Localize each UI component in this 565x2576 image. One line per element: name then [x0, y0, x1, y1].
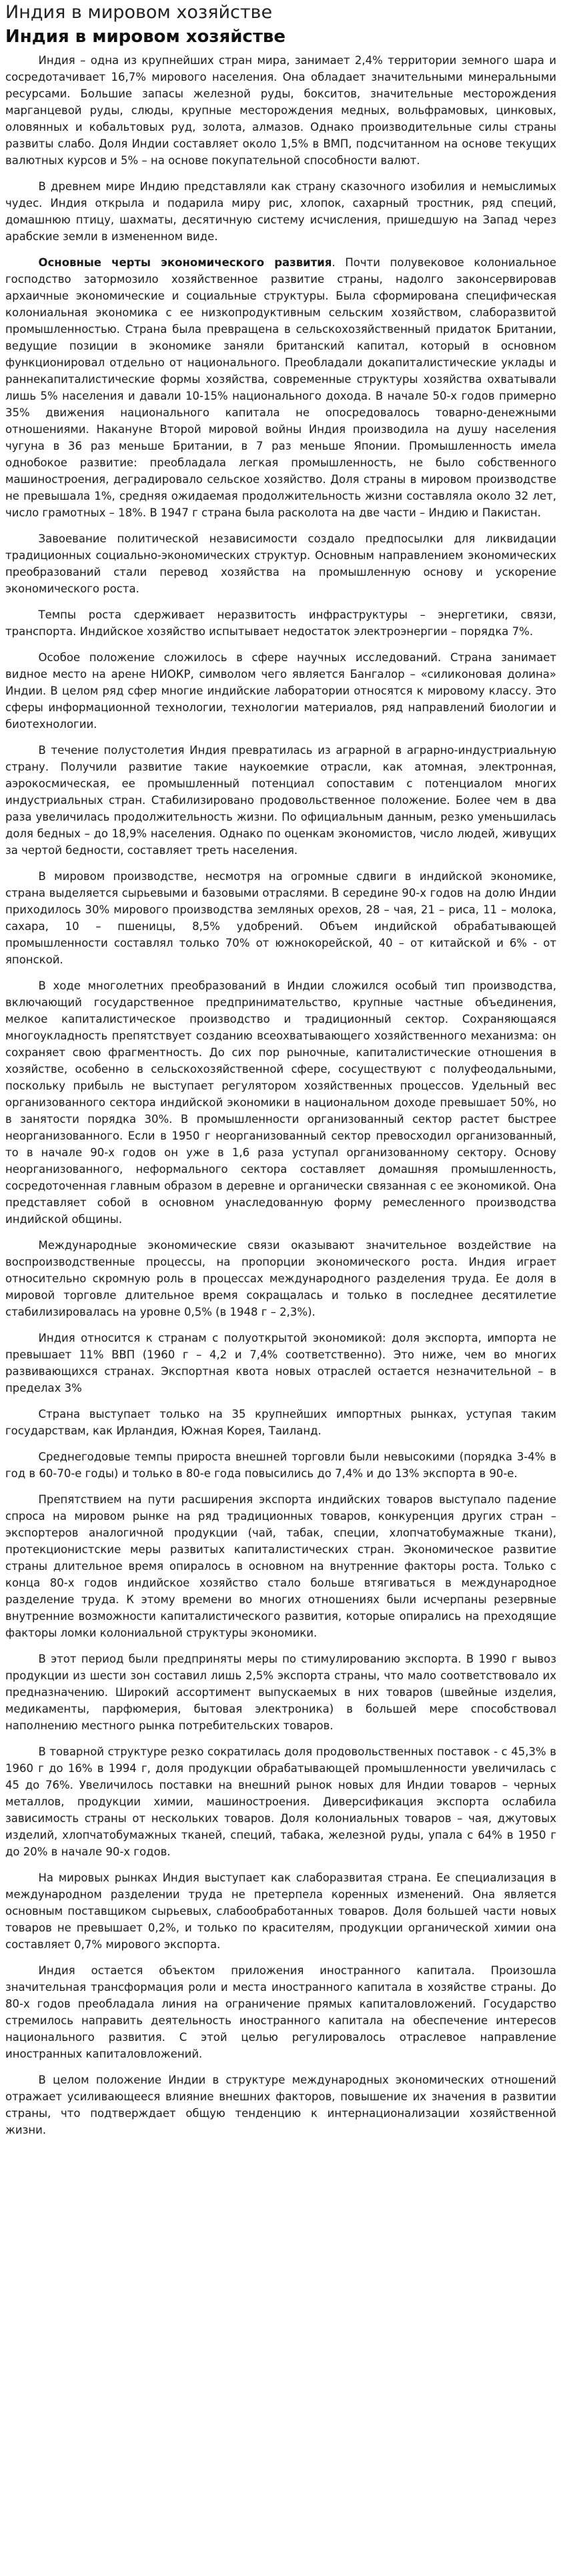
paragraph-text: В мировом производстве, несмотря на огромные сдвиги в индийской экономике, страна выделяется сырьевыми и базовыми отраслями. В середине 90-х годов на долю Индии приходилось 30% мирового производства земляных орехов, 28 – чая, 21 – риса, 11 – молока, сахара, 10 – пшеницы, 8,5% удобрений. Объем индийской обрабатывающей промышленности составлял только 70% от южнокорейской, 40 – от китайской и 6% - от японской. [5, 870, 556, 966]
page [0, 1, 565, 2138]
article-body [5, 52, 556, 2138]
article-paragraph [5, 742, 556, 859]
paragraph-text: В ходе многолетних преобразований в Индии сложился особый тип производства, включающий государственное предпринимательство, крупные частные объединения, мелкое капиталистическое производство и традиционный сектор. Сохраняющаяся многоукладность препятствует созданию всеохватывающего хозяйственного механизма: он сохраняет свою фрагментность. До сих пор рыночные, капиталистические отношения в хозяйстве, особенно в сельскохозяйственной сфере, сосуществуют с полуфеодальными, поскольку прибыль не выступает регулятором хозяйственных процессов. Удельный вес организованного сектора индийской экономики в национальном доходе превышает 50%, но в занятости порядка 30%. В промышленности организованный сектор растет быстрее неорганизованного. Если в 1950 г неорганизованный сектор превосходил организованный, то в начале 90-х годов он уже в 1,6 раза уступал организованному сектору. Основу неорганизованного, неформального сектора составляет домашняя промышленность, сосредоточенная главным образом в деревне и органически связанная с ее экономикой. Она представляет собой в основном унаследованную форму ремесленного производства индийской общины. [5, 979, 556, 1226]
article-paragraph [5, 2072, 556, 2138]
paragraph-text: Страна выступает только на 35 крупнейших импортных рынках, уступая таким государствам, как Ирландия, Южная Корея, Таиланд. [5, 1408, 556, 1437]
article-paragraph [5, 530, 556, 597]
article-paragraph [5, 1869, 556, 1953]
paragraph-text: Препятствием на пути расширения экспорта индийских товаров выступало падение спроса на мировом рынке на ряд традиционных товаров, конкуренция других стран – экспортеров аналогичной продукции (чай, табак, специи, хлопчатобумажные ткани), протекционистские меры развитых капиталистических стран. Экономическое развитие страны длительное время опиралось в основном на внутренние факторы роста. Только с конца 80-х годов индийское хозяйство стало больше втягиваться в международное разделение труда. К этому времени во многих отношениях были исчерпаны резервные внутренние возможности капиталистического развития, которые опирались на преходящие факторы ломки колониальной структуры экономики. [5, 1493, 556, 1639]
article-paragraph [5, 1448, 556, 1482]
article-paragraph [5, 1330, 556, 1396]
article-title: Индия в мировом хозяйстве [5, 27, 286, 47]
article-paragraph [5, 1237, 556, 1320]
paragraph-text: В этот период были предприняты меры по стимулированию экспорта. В 1990 г вывоз продукции из шести зон составил лишь 2,5% экспорта страны, что мало соответствовало их предназначению. Широкий ассортимент выпускаемых в них товаров (швейные изделия, медикаменты, парфюмерия, бытовая электроника) в большей мере способствовал наполнению местного рынка потребительских товаров. [5, 1653, 556, 1732]
article-paragraph [5, 1962, 556, 2062]
site-title: Индия в мировом хозяйстве [5, 2, 273, 23]
paragraph-text: В целом положение Индии в структуре международных экономических отношений отражает усиливающееся влияние внешних факторов, повышение их значения в развитии страны, что подтверждает общую тенденцию к интернационализации хозяйственной жизни. [5, 2074, 556, 2136]
paragraph-text: Завоевание политической независимости создало предпосылки для ликвидации традиционных социально-экономических структур. Основным направлением экономических преобразований стали перевод хозяйства на промышленную основу и ускорение экономического роста. [5, 532, 556, 595]
article-paragraph [5, 1406, 556, 1439]
article-paragraph [5, 868, 556, 968]
article-paragraph [5, 977, 556, 1228]
paragraph-text: Темпы роста сдерживает неразвитость инфраструктуры – энергетики, связи, транспорта. Индийское хозяйство испытывает недостаток электроэнергии – порядка 7%. [5, 608, 556, 638]
article-paragraph [5, 178, 556, 245]
paragraph-text: В течение полустолетия Индия превратилась из аграрной в аграрно-индустриальную страну. Получили развитие такие наукоемкие отрасли, как атомная, электронная, аэрокосмическая, ее промышленный потенциал сопоставим с потенциалом многих индустриальных стран. Стабилизировано продовольственное положение. Более чем в два раза увеличилась продолжительность жизни. По официальным данным, резко уменьшилась доля бедных – до 18,9% населения. Однако по оценкам экономистов, число людей, живущих за чертой бедности, составляет треть населения. [5, 744, 556, 857]
paragraph-text: На мировых рынках Индия выступает как слаборазвитая страна. Ее специализация в международном разделении труда не претерпела коренных изменений. Она является основным поставщиком сырьевых, слабообработанных товаров. Доля большей части новых товаров не превышает 0,2%, и только по красителям, продукции органической химии она составляет 0,7% мирового экспорта. [5, 1871, 556, 1951]
paragraph-text: Индия – одна из крупнейших стран мира, занимает 2,4% территории земного шара и сосредотачивает 16,7% мирового населения. Она обладает значительными минеральными ресурсами. Большие запасы железной руды, бокситов, значительные месторождения марганцевой руды, слюды, крупные месторождения медных, вольфрамовых, цинковых, оловянных и кобальтовых руд, золота, алмазов. Однако производительные силы страны развиты слабо. Доля Индии составляет около 1,5% в ВМП, подсчитанном на основе текущих валютных курсов и 5% – на основе покупательной способности валют. [5, 54, 556, 167]
paragraph-text: В древнем мире Индию представляли как страну сказочного изобилия и немыслимых чудес. Индия открыла и подарила миру рис, хлопок, сахарный тростник, ряд специй, домашнюю птицу, шахматы, десятичную систему исчисления, пришедшую на Запад через арабские земли в измененном виде. [5, 180, 556, 243]
paragraph-text: В товарной структуре резко сократилась доля продовольственных поставок - с 45,3% в 1960 г до 16% в 1994 г, доля продукции обрабатывающей промышленности увеличилась с 45 до 76%. Увеличилось поставки на внешний рынок новых для Индии товаров – черных металлов, продукции химии, машиностроения. Диверсификация экспорта ослабила зависимость страны от нескольких товаров. Доля колониальных товаров – чая, джутовых изделий, хлопчатобумажных тканей, специй, табака, железной руды, упала с 64% в 1950 г до 20% в начале 90-х годов. [5, 1745, 556, 1858]
article-paragraph [5, 606, 556, 640]
article-paragraph [5, 649, 556, 733]
article-paragraph [5, 52, 556, 169]
paragraph-text: Международные экономические связи оказывают значительное воздействие на воспроизводственные процессы, на пропорции экономического роста. Индия играет относительно скромную роль в процессах международного разделения труда. Ее доля в мировой торговле длительное время сокращалась и только в последнее десятилетие стабилизировалась на уровне 0,5% (в 1948 г – 2,3%). [5, 1239, 556, 1318]
article-paragraph [5, 1743, 556, 1860]
paragraph-lead: Основные черты экономического развития [38, 256, 332, 269]
paragraph-text: Индия относится к странам с полуоткрытой экономикой: доля экспорта, импорта не превышает 11% ВВП (1960 г – 4,2 и 7,4% соответственно). Это ниже, чем во многих развивающихся странах. Экспортная квота новых отраслей остается незначительной – в пределах 3% [5, 1332, 556, 1394]
article-paragraph [5, 1651, 556, 1734]
paragraph-text: Особое положение сложилось в сфере научных исследований. Страна занимает видное место на арене НИОКР, символом чего является Бангалор – «силиконовая долина» Индии. В целом ряд сфер многие индийские лаборатории относятся к мировому классу. Это сферы информационной технологии, технологии материалов, ряд направлений биологии и биотехнологии. [5, 651, 556, 731]
article-paragraph [5, 1491, 556, 1641]
paragraph-text: . Почти полувековое колониальное господство затормозило хозяйственное развитие страны, надолго законсервировав архаичные экономические и социальные структуры. Была сформирована специфическая колониальная экономика с ее низкопродуктивным сельским хозяйством, слаборазвитой промышленностью. Страна была превращена в сельскохозяйственный придаток Британии, ведущие позиции в экономике заняли британский капитал, который в основном функционировал отдельно от национального. Преобладали докапиталистические уклады и раннекапиталистические формы хозяйства, современные структуры хозяйства охватывали лишь 5% населения и давали 10-15% национального дохода. В начале 50-х годов примерно 35% движения национального капитала не опосредовалось товарно-денежными отношениями. Накануне Второй мировой войны Индия производила на душу населения чугуна в 36 раз меньше Британии, в 7 раз меньше Японии. Промышленность имела однобокое развитие: преобладала легкая промышленность, не было собственного машиностроения, деградировало сельское хозяйство. Доля страны в мировом производстве не превышала 1%, средняя ожидаемая продолжительность жизни составляла около 32 лет, число грамотных – 18%. В 1947 г страна была расколота на две части – Индию и Пакистан. [5, 256, 557, 519]
paragraph-text: Среднегодовые темпы прироста внешней торговли были невысокими (порядка 3-4% в год в 60-70-е годы) и только в 80-е года повысились до 7,4% и до 13% экспорта в 90-е. [5, 1450, 556, 1480]
article-paragraph [5, 254, 556, 521]
paragraph-text: Индия остается объектом приложения иностранного капитала. Произошла значительная трансформация роли и места иностранного капитала в хозяйстве страны. До 80-х годов преобладала линия на ограничение прямых капиталовложений. Государство стремилось направить деятельность иностранного капитала на обеспечение интересов национального развития. С этой целью регулировалось отраслевое направление иностранных капиталовложений. [5, 1964, 556, 2060]
